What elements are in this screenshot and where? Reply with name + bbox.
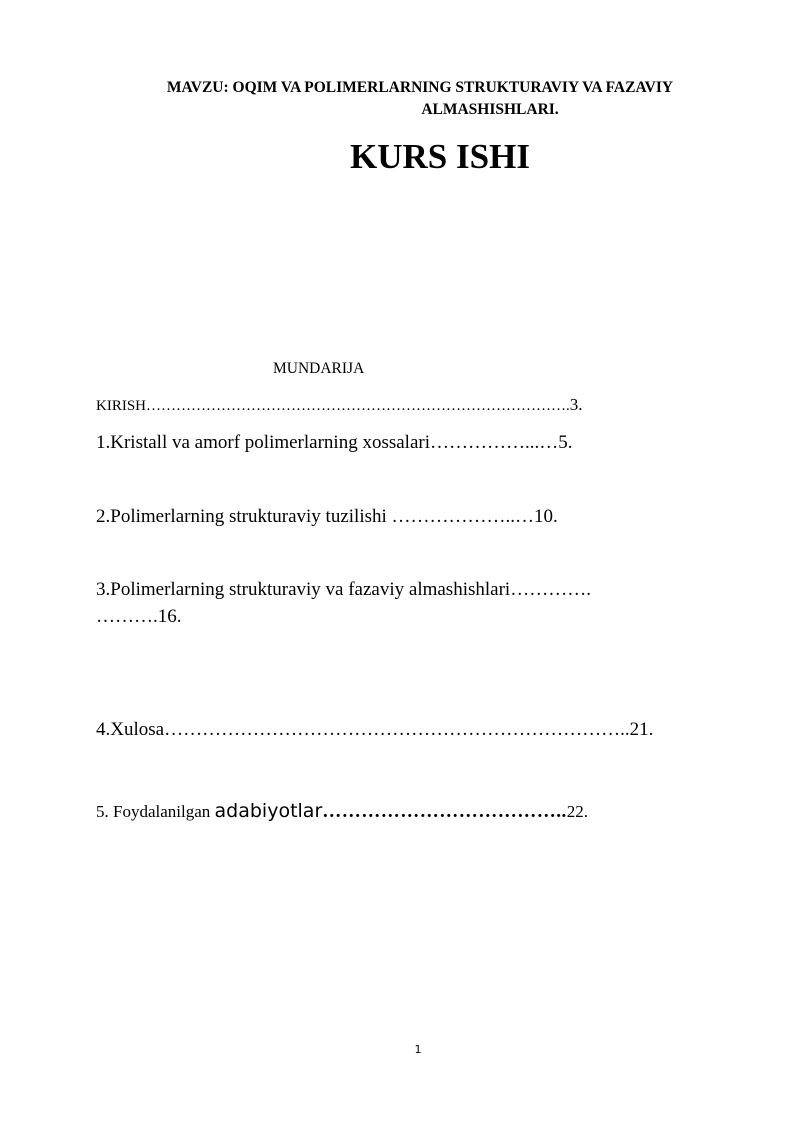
toc-entry-5-page: 22. — [566, 802, 589, 821]
toc-entry-4: 4.Xulosa………………………………………………………………..21. — [96, 719, 654, 740]
toc-entry-introduction-page: 3. — [569, 395, 583, 414]
topic-title-line-1: MAVZU: OQIM VA POLIMERLARNING STRUKTURAVIY VA FAZAVIY — [166, 79, 674, 96]
toc-entry-introduction — [96, 393, 583, 418]
table-of-contents-heading: MUNDARIJA — [273, 360, 365, 377]
toc-entry-3-continuation: ……….16. — [96, 606, 182, 627]
toc-entry-1: 1.Kristall va amorf polimerlarning xossalari……………...…5. — [96, 432, 573, 453]
toc-entry-2: 2.Polimerlarning strukturaviy tuzilishi ………………..…10. — [96, 506, 558, 527]
toc-entry-5-word: adabiyotlar — [214, 800, 323, 822]
page-number: 1 — [414, 1043, 422, 1056]
toc-entry-5-prefix: 5. Foydalanilgan — [96, 802, 215, 821]
toc-entry-5 — [96, 799, 588, 824]
toc-entry-5-dots: ……………………………….. — [322, 801, 567, 822]
topic-title-line-2: ALMASHISHLARI. — [421, 101, 559, 118]
toc-entry-3: 3.Polimerlarning strukturaviy va fazaviy almashishlari…………. — [96, 579, 591, 600]
document-title: KURS ISHI — [350, 137, 530, 176]
toc-entry-introduction-label: KIRISH…………………………………………………………………………. — [96, 398, 570, 414]
